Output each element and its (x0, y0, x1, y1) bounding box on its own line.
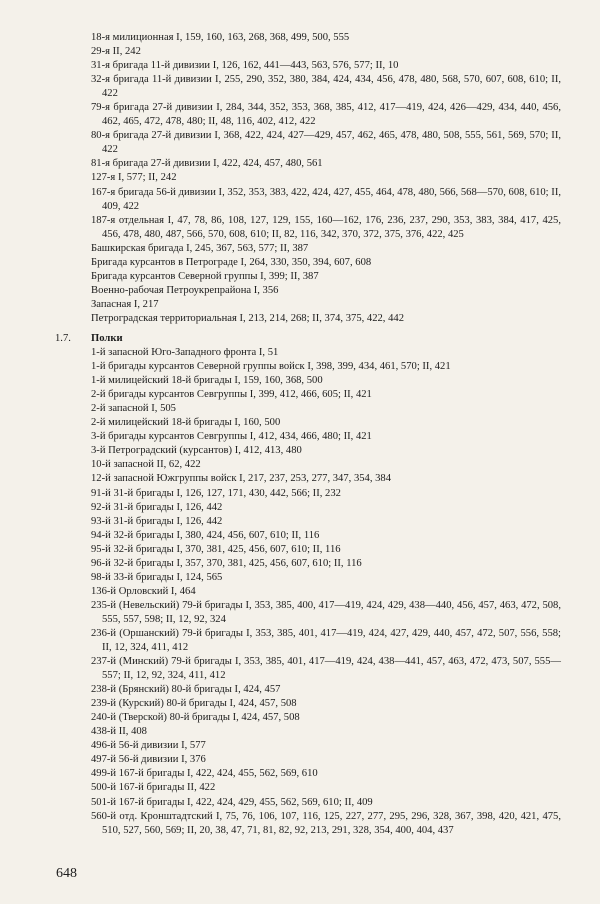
index-entry: 187-я отдельная I, 47, 78, 86, 108, 127, 129, 155, 160—162, 176, 236, 237, 290, 353, 383, 384, 417, 425, 456, 478, 480, 487, 566, 570, 608, 610; II, 82, 116, 342, 370, 372, 375, 376, 422, 425 (91, 214, 561, 240)
index-entry: 93-й 31-й бригады I, 126, 442 (91, 515, 223, 527)
index-entry: 96-й 32-й бригады I, 357, 370, 381, 425, 456, 607, 610; II, 116 (91, 557, 362, 569)
index-entry: 18-я милиционная I, 159, 160, 163, 268, 368, 499, 500, 555 (91, 32, 350, 43)
index-entry: 235-й (Невельский) 79-й бригады I, 353, 385, 400, 417—419, 424, 429, 438—440, 456, 457, 463, 472, 508, 555, 557, 598; II, 12, 92, 324 (91, 599, 561, 625)
index-entry: 92-й 31-й бригады I, 126, 442 (91, 501, 223, 513)
index-entry: 240-й (Тверской) 80-й бригады I, 424, 457, 508 (91, 712, 300, 724)
index-entry: 2-й милицейский 18-й бригады I, 160, 500 (91, 417, 281, 429)
index-entry: 1-й запасной Юго-Западного фронта I, 51 (91, 347, 279, 359)
index-entry: 560-й отд. Кронштадтский I, 75, 76, 106, 107, 116, 125, 227, 277, 295, 296, 328, 367, 398, 420, 421, 475, 510, 527, 560, 569; II, 20, 38, 47, 71, 81, 82, 92, 213, 291, 328, 354, 400, 404, 437 (91, 810, 561, 836)
regiment-list (91, 346, 561, 838)
index-entry: 95-й 32-й бригады I, 370, 381, 425, 456, 607, 610; II, 116 (91, 543, 341, 555)
index-entry: 2-й бригады курсантов Севгруппы I, 399, 412, 466, 605; II, 421 (91, 389, 372, 401)
index-entry: Запасная I, 217 (91, 298, 159, 310)
index-entry: 3-й Петроградский (курсантов) I, 412, 413, 480 (91, 445, 302, 457)
index-entry: 127-я I, 577; II, 242 (91, 172, 177, 184)
index-entry: Бригада курсантов в Петрограде I, 264, 330, 350, 394, 607, 608 (91, 256, 372, 268)
page-number: 648 (56, 866, 77, 881)
index-entry: 12-й запасной Южгруппы войск I, 217, 237, 253, 277, 347, 354, 384 (91, 473, 392, 485)
index-entry: 91-й 31-й бригады I, 126, 127, 171, 430, 442, 566; II, 232 (91, 487, 341, 499)
index-entry: 136-й Орловский I, 464 (91, 585, 196, 597)
index-entry: 98-й 33-й бригады I, 124, 565 (91, 571, 223, 583)
index-entry: 167-я бригада 56-й дивизии I, 352, 353, 383, 422, 424, 427, 455, 464, 478, 480, 566, 568—570, 608, 610; II, 409, 422 (91, 186, 561, 212)
index-entry: 81-я бригада 27-й дивизии I, 422, 424, 457, 480, 561 (91, 158, 323, 170)
index-entry: 2-й запасной I, 505 (91, 403, 176, 415)
index-entry: 497-й 56-й дивизии I, 376 (91, 754, 206, 766)
index-entry: Башкирская бригада I, 245, 367, 563, 577; II, 387 (91, 242, 309, 254)
index-entry: 238-й (Брянский) 80-й бригады I, 424, 457 (91, 684, 281, 696)
index-column (55, 31, 561, 838)
index-entry: 32-я бригада 11-й дивизии I, 255, 290, 352, 380, 384, 424, 434, 456, 478, 480, 568, 570, 607, 608, 610; II, 422 (91, 74, 561, 100)
index-entry: 237-й (Минский) 79-й бригады I, 353, 385, 401, 417—419, 424, 438—441, 457, 463, 472, 473, 507, 555—557; II, 12, 92, 324, 411, 412 (91, 656, 561, 682)
index-entry: 80-я бригада 27-й дивизии I, 368, 422, 424, 427—429, 457, 462, 465, 478, 480, 508, 555, 561, 569, 570; II, 422 (91, 130, 561, 156)
index-entry: 499-й 167-й бригады I, 422, 424, 455, 562, 569, 610 (91, 768, 318, 780)
index-entry: 79-я бригада 27-й дивизии I, 284, 344, 352, 353, 368, 385, 412, 417—419, 424, 426—429, 434, 440, 456, 462, 465, 472, 478, 480; II, 48, 116, 402, 412, 422 (91, 102, 561, 128)
section-number: 1.7. (55, 332, 71, 344)
index-entry: 94-й 32-й бригады I, 380, 424, 456, 607, 610; II, 116 (91, 529, 320, 541)
index-entry: 1-й милицейский 18-й бригады I, 159, 160, 368, 500 (91, 375, 323, 387)
section-heading (55, 332, 561, 346)
index-entry: 1-й бригады курсантов Северной группы войск I, 398, 399, 434, 461, 570; II, 421 (91, 361, 451, 373)
index-entry: Бригада курсантов Северной группы I, 399; II, 387 (91, 270, 319, 282)
index-entry: 500-й 167-й бригады II, 422 (91, 782, 216, 794)
index-entry: 438-й II, 408 (91, 726, 147, 738)
index-entry: 496-й 56-й дивизии I, 577 (91, 740, 206, 752)
index-entry: 3-й бригады курсантов Севгруппы I, 412, 434, 466, 480; II, 421 (91, 431, 372, 443)
brigade-list (91, 31, 561, 326)
index-entry: 31-я бригада 11-й дивизии I, 126, 162, 441—443, 563, 576, 577; II, 10 (91, 60, 399, 72)
index-entry: 501-й 167-й бригады I, 422, 424, 429, 455, 562, 569, 610; II, 409 (91, 796, 373, 808)
index-entry: 239-й (Курский) 80-й бригады I, 424, 457, 508 (91, 698, 297, 710)
index-entry: Петроградская территориальная I, 213, 214, 268; II, 374, 375, 422, 442 (91, 312, 404, 324)
index-entry: Военно-рабочая Петроукрепрайона I, 356 (91, 284, 279, 296)
index-entry: 10-й запасной II, 62, 422 (91, 459, 201, 471)
index-entry: 29-я II, 242 (91, 46, 141, 58)
section-title: Полки (91, 332, 123, 344)
index-entry: 236-й (Оршанский) 79-й бригады I, 353, 385, 401, 417—419, 424, 427, 429, 440, 457, 472, 507, 556, 558; II, 12, 324, 411, 412 (91, 627, 561, 654)
